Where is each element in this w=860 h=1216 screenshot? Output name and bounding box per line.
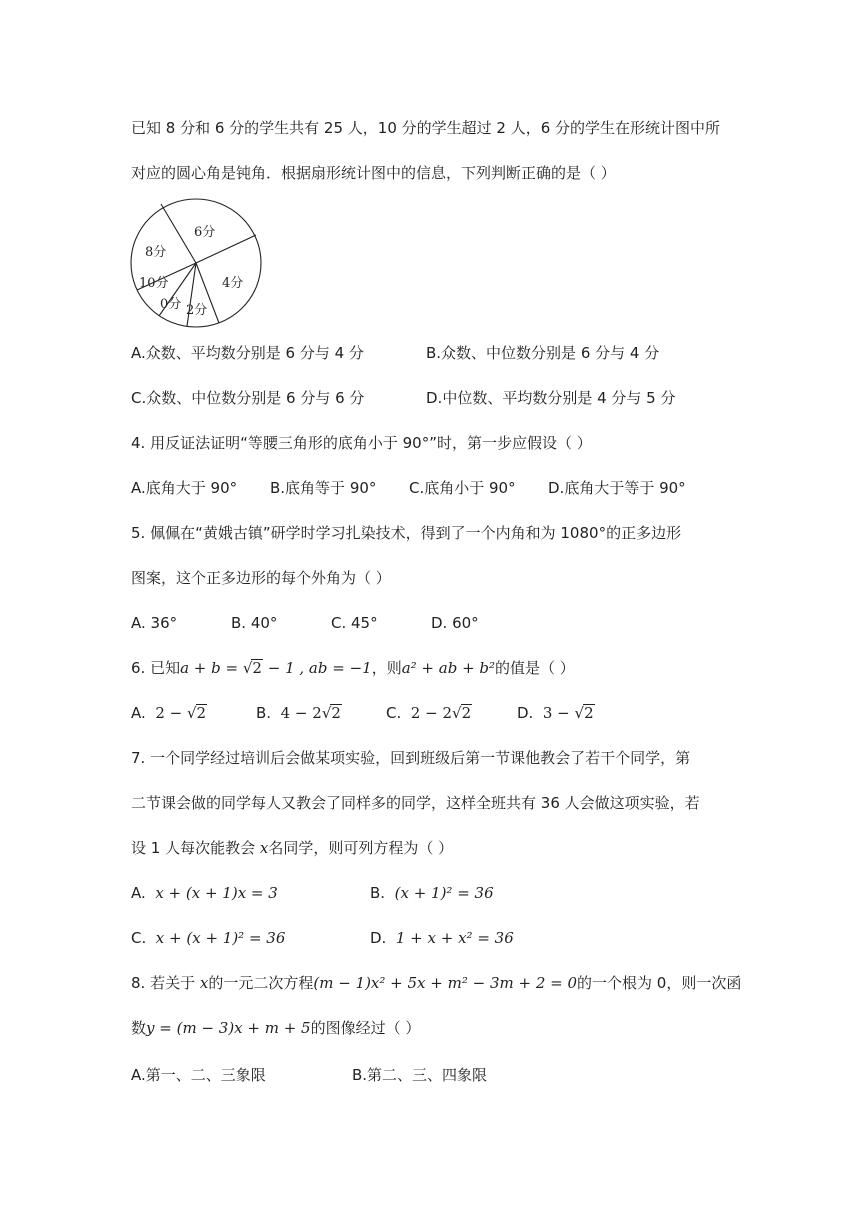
option-equation: 1 + x + x² = 36 bbox=[395, 929, 514, 947]
option-label: B. bbox=[370, 884, 386, 902]
q8-line2-pre: 数 bbox=[131, 1019, 147, 1037]
q6-condition-2: − 1 , ab = −1 bbox=[262, 659, 372, 677]
sqrt-symbol-icon: √ bbox=[574, 704, 585, 722]
q6-condition-1: a + b = bbox=[180, 659, 243, 677]
option-equation: x + (x + 1)² = 36 bbox=[155, 929, 286, 947]
pie-label-4: 4分 bbox=[222, 276, 244, 291]
q5-stem-line1: 5. 佩佩在“黄娥古镇”研学时学习扎染技术，得到了一个内角和为 1080°的正多边形 bbox=[131, 524, 682, 542]
option-label: A. bbox=[131, 704, 146, 722]
option-label: D. bbox=[370, 929, 387, 947]
q3-option-b: B.众数、中位数分别是 6 分与 4 分 bbox=[426, 344, 660, 362]
q6-suffix: 的值是（ ） bbox=[495, 659, 575, 677]
option-radicand: 2 bbox=[196, 704, 207, 722]
q7-option-b bbox=[370, 883, 494, 903]
option-expr: 2 − 2 bbox=[410, 704, 452, 722]
q3-option-d: D.中位数、平均数分别是 4 分与 5 分 bbox=[426, 389, 676, 407]
sqrt-symbol-icon: √ bbox=[242, 659, 253, 677]
q4-option-a: A.底角大于 90° bbox=[131, 479, 238, 497]
q5-option-a: A. 36° bbox=[131, 614, 178, 632]
q4-option-b: B.底角等于 90° bbox=[270, 479, 377, 497]
q8-line1-post: 的一个根为 0，则一次函 bbox=[577, 974, 742, 992]
pie-label-2: 2分 bbox=[186, 303, 208, 318]
sqrt-symbol-icon: √ bbox=[321, 704, 332, 722]
q3-stem-line2: 对应的圆心角是钝角．根据扇形统计图中的信息，下列判断正确的是（ ） bbox=[131, 164, 616, 182]
q7-option-c bbox=[131, 928, 285, 948]
q8-equation: (m − 1)x² + 5x + m² − 3m + 2 = 0 bbox=[313, 974, 578, 992]
q6-expression: a² + ab + b² bbox=[401, 659, 496, 677]
q6-prefix: 6. 已知 bbox=[131, 659, 181, 677]
q8-stem-line2 bbox=[131, 1018, 420, 1038]
option-expr: 4 − 2 bbox=[280, 704, 322, 722]
q3-option-c: C.众数、中位数分别是 6 分与 6 分 bbox=[131, 389, 365, 407]
option-label: D. bbox=[517, 704, 534, 722]
q7-stem-line3 bbox=[131, 838, 453, 858]
q7-stem-line1: 7. 一个同学经过培训后会做某项实验，回到班级后第一节课他教会了若干个同学，第 bbox=[131, 749, 691, 767]
option-label: C. bbox=[386, 704, 402, 722]
option-radicand: 2 bbox=[461, 704, 472, 722]
q6-option-c bbox=[386, 703, 472, 723]
q7-line3-post: 名同学，则可列方程为（ ） bbox=[268, 839, 454, 857]
option-equation: x + (x + 1)x = 3 bbox=[155, 884, 278, 902]
pie-label-8: 8分 bbox=[145, 245, 167, 260]
q8-line2-post: 的图像经过（ ） bbox=[310, 1019, 421, 1037]
q5-option-c: C. 45° bbox=[331, 614, 378, 632]
option-label: C. bbox=[131, 929, 147, 947]
q6-stem bbox=[131, 658, 575, 678]
pie-label-10: 10分 bbox=[139, 276, 169, 291]
q8-option-b: B.第二、三、四象限 bbox=[352, 1066, 488, 1084]
option-expr: 3 − bbox=[542, 704, 575, 722]
q3-option-a: A.众数、平均数分别是 6 分与 4 分 bbox=[131, 344, 364, 362]
sqrt-symbol-icon: √ bbox=[452, 704, 462, 722]
q7-stem-line2: 二节课会做的同学每人又教会了同样多的同学，这样全班共有 36 人会做这项实验，若 bbox=[131, 794, 700, 812]
q8-line1-pre: 8. 若关于 bbox=[131, 974, 200, 992]
q3-stem-line1: 已知 8 分和 6 分的学生共有 25 人，10 分的学生超过 2 人，6 分的学生在形统计图中所 bbox=[131, 119, 721, 137]
q6-option-b bbox=[256, 703, 342, 723]
q7-variable: x bbox=[259, 839, 269, 857]
q7-option-a bbox=[131, 883, 278, 903]
option-expr: 2 − bbox=[155, 704, 187, 722]
q4-stem: 4. 用反证法证明“等腰三角形的底角小于 90°”时，第一步应假设（ ） bbox=[131, 434, 592, 452]
option-label: B. bbox=[256, 704, 272, 722]
option-equation: (x + 1)² = 36 bbox=[394, 884, 494, 902]
q6-mid: ，则 bbox=[371, 659, 402, 677]
q8-line1-mid: 的一元二次方程 bbox=[208, 974, 314, 992]
q4-option-c: C.底角小于 90° bbox=[409, 479, 516, 497]
q6-condition-1-radicand: 2 bbox=[252, 659, 262, 677]
sqrt-symbol-icon: √ bbox=[186, 704, 197, 722]
q5-option-b: B. 40° bbox=[231, 614, 278, 632]
pie-chart bbox=[125, 195, 267, 331]
pie-label-6: 6分 bbox=[194, 225, 216, 240]
option-label: A. bbox=[131, 884, 146, 902]
pie-label-0: 0分 bbox=[160, 297, 182, 312]
option-radicand: 2 bbox=[584, 704, 594, 722]
q8-variable: x bbox=[199, 974, 209, 992]
q5-option-d: D. 60° bbox=[431, 614, 479, 632]
q8-option-a: A.第一、二、三象限 bbox=[131, 1066, 266, 1084]
q8-function: y = (m − 3)x + m + 5 bbox=[146, 1019, 311, 1037]
q6-option-d bbox=[517, 703, 595, 723]
q8-stem-line1 bbox=[131, 973, 741, 993]
q4-option-d: D.底角大于等于 90° bbox=[548, 479, 686, 497]
q7-option-d bbox=[370, 928, 514, 948]
q5-stem-line2: 图案，这个正多边形的每个外角为（ ） bbox=[131, 569, 391, 587]
q6-option-a bbox=[131, 703, 207, 723]
option-radicand: 2 bbox=[331, 704, 341, 722]
q7-line3-pre: 设 1 人每次能教会 bbox=[131, 839, 260, 857]
